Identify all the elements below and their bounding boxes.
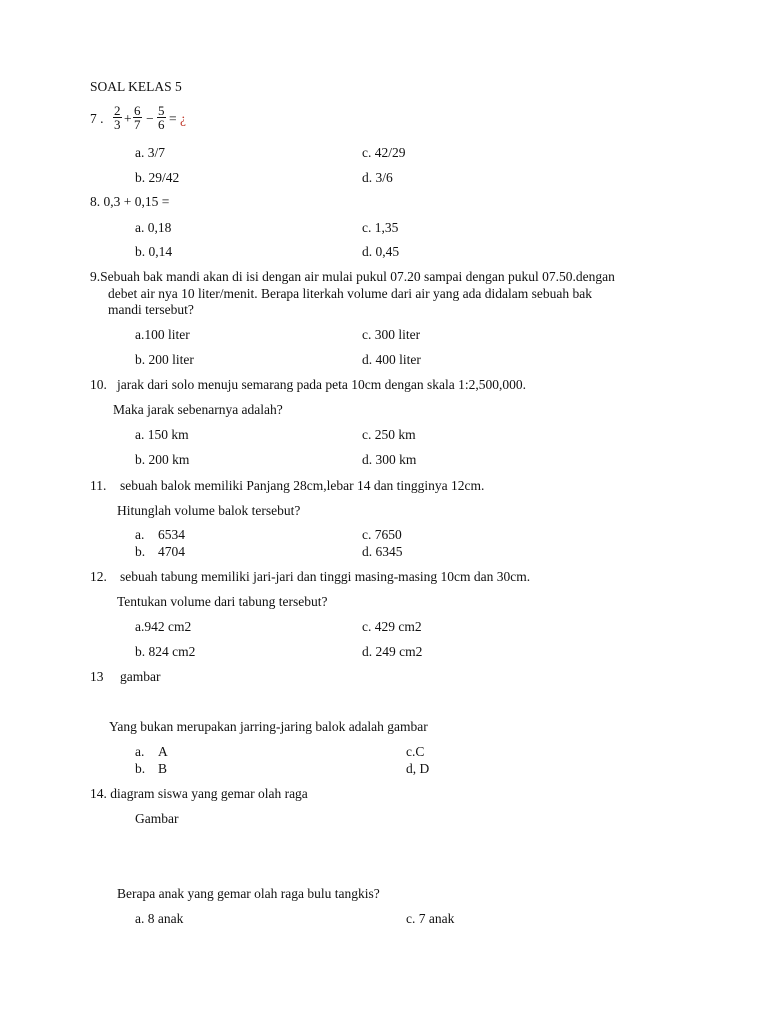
q8-option-d: d. 0,45 — [362, 244, 400, 259]
q13-option-a: A — [158, 744, 168, 759]
q13-option-c: c.C — [406, 744, 425, 759]
q11-option-a-label: a. — [135, 527, 145, 542]
q13-image-placeholder: gambar — [120, 669, 161, 684]
q12-question: Tentukan volume dari tabung tersebut? — [117, 594, 328, 609]
q7-f3-numerator: 5 — [158, 103, 165, 118]
q11-option-b: 4704 — [158, 544, 185, 559]
q7-option-a: a. 3/7 — [135, 145, 165, 160]
q9-text-line-1: 9.Sebuah bak mandi akan di isi dengan air mulai pukul 07.20 sampai dengan pukul 07.50.dengan — [90, 269, 615, 284]
q7-f1-denominator: 3 — [114, 117, 121, 132]
q10-question: Maka jarak sebenarnya adalah? — [113, 402, 283, 417]
q12-option-b: b. 824 cm2 — [135, 644, 196, 659]
q11-option-a: 6534 — [158, 527, 185, 542]
q13-option-d: d, D — [406, 761, 430, 776]
q11-number: 11. — [90, 478, 107, 493]
q7-equals: = — [169, 111, 177, 126]
q7-plus: + — [124, 111, 132, 126]
q13-question: Yang bukan merupakan jarring-jaring balok adalah gambar — [109, 719, 428, 734]
q10-option-c: c. 250 km — [362, 427, 416, 442]
q12-text: sebuah tabung memiliki jari-jari dan tinggi masing-masing 10cm dan 30cm. — [120, 569, 531, 584]
q11-option-b-label: b. — [135, 544, 146, 559]
q12-number: 12. — [90, 569, 107, 584]
q11-option-c: c. 7650 — [362, 527, 402, 542]
q7-option-d: d. 3/6 — [362, 170, 393, 185]
q11-text: sebuah balok memiliki Panjang 28cm,lebar 14 dan tingginya 12cm. — [120, 478, 485, 493]
q14-question: Berapa anak yang gemar olah raga bulu tangkis? — [117, 886, 380, 901]
q8-option-b: b. 0,14 — [135, 244, 173, 259]
q12-option-d: d. 249 cm2 — [362, 644, 423, 659]
q8-text: 8. 0,3 + 0,15 = — [90, 194, 170, 209]
q12-option-c: c. 429 cm2 — [362, 619, 422, 634]
q9-option-c: c. 300 liter — [362, 327, 421, 342]
q9-option-a: a.100 liter — [135, 327, 190, 342]
q9-option-b: b. 200 liter — [135, 352, 194, 367]
q14-text: 14. diagram siswa yang gemar olah raga — [90, 786, 308, 801]
q14-image-placeholder: Gambar — [135, 811, 179, 826]
q9-text-line-3: mandi tersebut? — [108, 302, 194, 317]
q10-option-b: b. 200 km — [135, 452, 190, 467]
q14-option-c: c. 7 anak — [406, 911, 455, 926]
q13-option-b: B — [158, 761, 168, 776]
q10-option-d: d. 300 km — [362, 452, 417, 467]
q11-option-d: d. 6345 — [362, 544, 403, 559]
q7-option-c: c. 42/29 — [362, 145, 406, 160]
q9-text-line-2: debet air nya 10 liter/menit. Berapa literkah volume dari air yang ada didalam sebuah bak — [108, 286, 592, 301]
q7-f3-denominator: 6 — [158, 117, 165, 132]
q10-text: jarak dari solo menuju semarang pada peta 10cm dengan skala 1:2,500,000. — [117, 377, 527, 392]
q13-number: 13 — [90, 669, 104, 684]
worksheet-title: SOAL KELAS 5 — [90, 79, 182, 94]
q7-number: 7 . — [90, 111, 104, 126]
q12-option-a: a.942 cm2 — [135, 619, 192, 634]
q10-number: 10. — [90, 377, 107, 392]
q9-option-d: d. 400 liter — [362, 352, 421, 367]
q7-f2-denominator: 7 — [134, 117, 141, 132]
q13-option-b-label: b. — [135, 761, 146, 776]
q8-option-c: c. 1,35 — [362, 220, 399, 235]
q7-f1-numerator: 2 — [114, 103, 121, 118]
q7-fraction-2 — [133, 104, 142, 131]
q7-result-placeholder: ¿ — [180, 111, 186, 126]
q14-option-a: a. 8 anak — [135, 911, 184, 926]
q10-option-a: a. 150 km — [135, 427, 189, 442]
q7-minus: − — [146, 111, 154, 126]
q7-option-b: b. 29/42 — [135, 170, 180, 185]
q11-question: Hitunglah volume balok tersebut? — [117, 503, 301, 518]
q7-fraction-1 — [113, 104, 122, 131]
q8-option-a: a. 0,18 — [135, 220, 172, 235]
q7-fraction-3 — [157, 104, 166, 131]
q13-option-a-label: a. — [135, 744, 145, 759]
q7-f2-numerator: 6 — [134, 103, 141, 118]
